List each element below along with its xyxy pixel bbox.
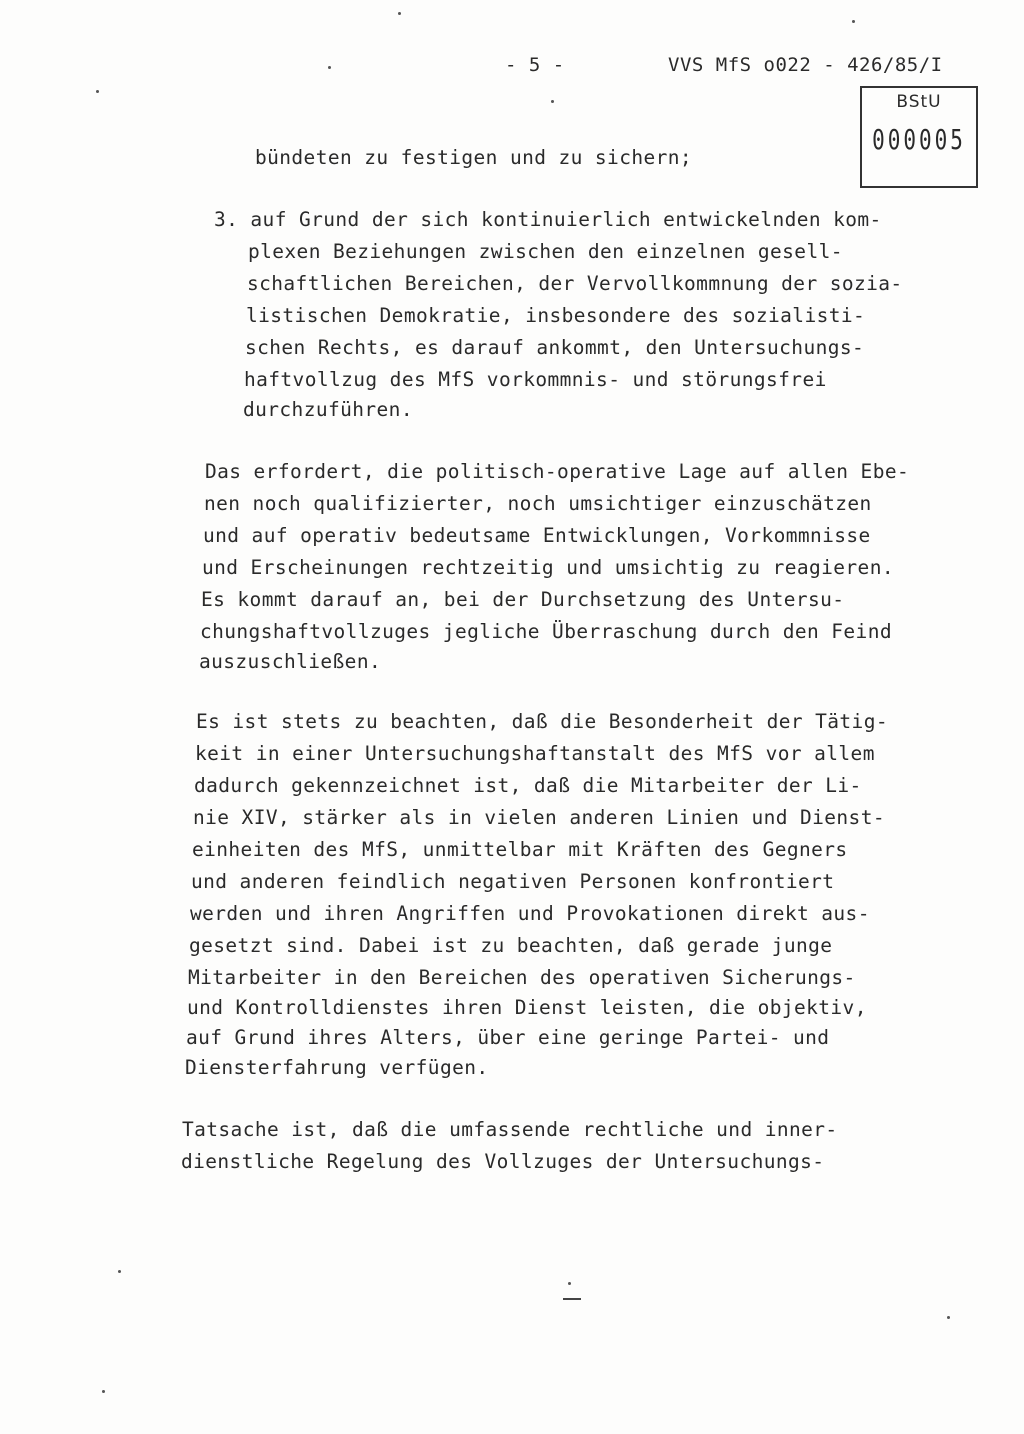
text-line: und Kontrolldienstes ihren Dienst leisten, die objektiv, [187, 996, 867, 1019]
stamp-organization: BStU [896, 92, 942, 112]
text-line: schaftlichen Bereichen, der Vervollkommnung der sozia- [247, 272, 903, 295]
scan-speck [96, 90, 99, 93]
scan-speck [568, 1282, 571, 1285]
text-line: durchzuführen. [243, 398, 413, 421]
text-line: Tatsache ist, daß die umfassende rechtliche und inner- [182, 1118, 838, 1141]
text-line: werden und ihren Angriffen und Provokationen direkt aus- [190, 902, 870, 925]
archive-stamp [860, 86, 978, 188]
stamp-number: 000005 [872, 124, 966, 156]
text-line: und auf operativ bedeutsame Entwicklungen, Vorkommnisse [203, 524, 871, 547]
scan-speck [398, 12, 401, 15]
text-line: einheiten des MfS, unmittelbar mit Kräften des Gegners [192, 838, 848, 861]
text-line: listischen Demokratie, insbesondere des sozialisti- [246, 304, 866, 327]
scan-speck [102, 1390, 105, 1393]
scan-speck [118, 1270, 121, 1273]
text-line: und Erscheinungen rechtzeitig und umsichtig zu reagieren. [202, 556, 894, 579]
text-line: Mitarbeiter in den Bereichen des operativen Sicherungs- [188, 966, 856, 989]
scan-mark [563, 1298, 581, 1300]
text-line: auf Grund ihres Alters, über eine geringe Partei- und [186, 1026, 830, 1049]
text-line: Diensterfahrung verfügen. [185, 1056, 489, 1079]
text-line: dienstliche Regelung des Vollzuges der Untersuchungs- [181, 1150, 825, 1173]
scan-speck [947, 1316, 950, 1319]
text-line: haftvollzug des MfS vorkommnis- und störungsfrei [244, 368, 827, 391]
document-reference: VVS MfS o022 - 426/85/I [668, 54, 943, 76]
text-line: dadurch gekennzeichnet ist, daß die Mitarbeiter der Li- [194, 774, 862, 797]
scan-speck [328, 66, 331, 69]
text-line: nie XIV, stärker als in vielen anderen Linien und Dienst- [193, 806, 885, 829]
text-line: Es ist stets zu beachten, daß die Besonderheit der Tätig- [196, 710, 888, 733]
text-line: chungshaftvollzuges jegliche Überraschung durch den Feind [200, 620, 892, 643]
text-line: nen noch qualifizierter, noch umsichtiger einzuschätzen [204, 492, 872, 515]
text-line: gesetzt sind. Dabei ist zu beachten, daß gerade junge [189, 934, 833, 957]
text-line: keit in einer Untersuchungshaftanstalt des MfS vor allem [195, 742, 875, 765]
text-line: Das erfordert, die politisch-operative Lage auf allen Ebe- [205, 460, 910, 483]
text-line: bündeten zu festigen und zu sichern; [255, 146, 693, 169]
text-line: 3. auf Grund der sich kontinuierlich entwickelnden kom- [214, 208, 882, 231]
scan-speck [852, 20, 855, 23]
text-line: plexen Beziehungen zwischen den einzelnen gesell- [248, 240, 843, 263]
text-line: auszuschließen. [199, 650, 382, 673]
text-line: und anderen feindlich negativen Personen konfrontiert [191, 870, 835, 893]
text-line: Es kommt darauf an, bei der Durchsetzung des Untersu- [201, 588, 845, 611]
page-number: - 5 - [505, 54, 565, 76]
text-line: schen Rechts, es darauf ankommt, den Untersuchungs- [245, 336, 865, 359]
scan-speck [551, 100, 554, 103]
